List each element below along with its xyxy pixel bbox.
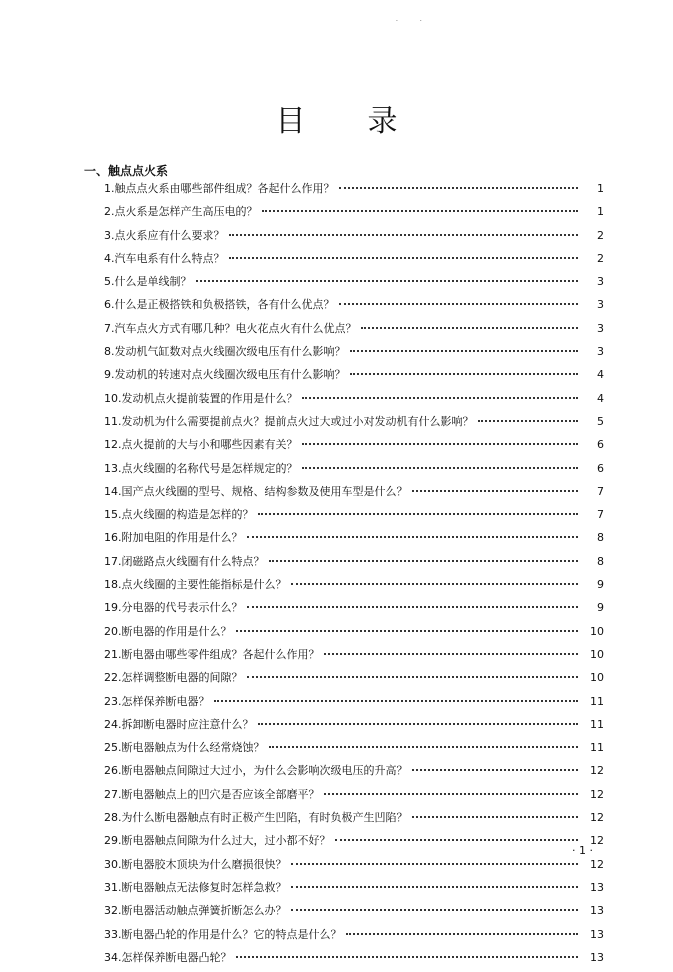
toc-entry-title: 点火线圈的构造是怎样的？ xyxy=(121,508,254,522)
toc-entry[interactable] xyxy=(104,529,604,552)
toc-entry-number: 18. xyxy=(104,578,122,592)
toc-entry-title: 断电器触点上的凹穴是否应该全部磨平？ xyxy=(121,787,320,801)
toc-entry-number: 20. xyxy=(104,624,122,638)
toc-entry-page: 11 xyxy=(590,741,604,755)
toc-entry-number: 1. xyxy=(104,182,115,195)
dot-leader xyxy=(412,816,579,818)
toc-entry[interactable] xyxy=(104,413,604,436)
toc-entry-number: 6. xyxy=(104,298,115,312)
toc-entry-page: 9 xyxy=(597,578,604,592)
section-heading: 一、触点点火系 xyxy=(84,164,169,178)
dot-leader xyxy=(214,700,579,702)
dot-leader xyxy=(335,839,579,841)
toc-entry-page: 12 xyxy=(590,857,604,871)
toc-entry-number: 24. xyxy=(104,717,122,731)
toc-entry-number: 12. xyxy=(104,438,122,452)
toc-entry-page: 4 xyxy=(597,368,604,382)
toc-entry-title: 点火线圈的主要性能指标是什么？ xyxy=(121,578,287,592)
toc-entry-page: 8 xyxy=(597,531,604,545)
dot-leader xyxy=(236,956,579,958)
toc-entry-page: 12 xyxy=(590,834,604,848)
toc-entry-page: 3 xyxy=(597,275,604,289)
toc-entry-page: 4 xyxy=(597,391,604,405)
toc-entry[interactable] xyxy=(104,809,604,832)
dot-leader xyxy=(324,653,579,655)
toc-entry-page: 3 xyxy=(597,298,604,312)
toc-entry-number: 19. xyxy=(104,601,122,615)
toc-entry-page: 11 xyxy=(590,717,604,731)
toc-entry[interactable] xyxy=(104,949,604,972)
toc-entry[interactable] xyxy=(104,366,604,389)
toc-entry-page: 2 xyxy=(597,228,604,242)
toc-entry-title: 发动机气缸数对点火线圈次级电压有什么影响？ xyxy=(114,345,346,359)
toc-entry-title: 汽车点火方式有哪几种？电火花点火有什么优点？ xyxy=(114,321,357,335)
toc-entry-number: 26. xyxy=(104,764,122,778)
toc-entry-title: 分电器的代号表示什么？ xyxy=(121,601,243,615)
toc-entry[interactable] xyxy=(104,599,604,622)
toc-entry-page: 9 xyxy=(597,601,604,615)
toc-entry[interactable] xyxy=(104,693,604,716)
toc-entry-page: 10 xyxy=(590,671,604,685)
table-of-contents xyxy=(104,180,604,972)
dot-leader xyxy=(269,746,579,748)
dot-leader xyxy=(361,327,579,329)
dot-leader xyxy=(258,723,579,725)
toc-entry-number: 29. xyxy=(104,834,122,848)
toc-entry-page: 12 xyxy=(590,787,604,801)
toc-entry-number: 23. xyxy=(104,694,122,708)
toc-entry-number: 22. xyxy=(104,671,122,685)
dot-leader xyxy=(258,513,579,515)
toc-entry-title: 断电器凸轮的作用是什么？它的特点是什么？ xyxy=(121,927,342,941)
dot-leader xyxy=(324,793,579,795)
toc-entry-title: 断电器的作用是什么？ xyxy=(121,624,232,638)
toc-entry[interactable] xyxy=(104,320,604,343)
toc-entry-page: 13 xyxy=(590,927,604,941)
top-mark: · · xyxy=(396,18,432,25)
toc-entry-number: 13. xyxy=(104,461,122,475)
toc-entry-number: 33. xyxy=(104,927,122,941)
toc-entry-title: 点火线圈的名称代号是怎样规定的？ xyxy=(121,461,298,475)
toc-entry-title: 断电器触点无法修复时怎样急救？ xyxy=(121,880,287,894)
toc-entry-number: 9. xyxy=(104,368,115,382)
toc-entry-title: 为什么断电器触点有时正极产生凹陷，有时负极产生凹陷？ xyxy=(121,811,408,825)
toc-entry-page: 7 xyxy=(597,508,604,522)
toc-entry[interactable] xyxy=(104,180,604,203)
toc-entry[interactable] xyxy=(104,669,604,692)
toc-entry-number: 11. xyxy=(104,414,122,428)
toc-entry-title: 发动机为什么需要提前点火？提前点火过大或过小对发动机有什么影响？ xyxy=(121,414,474,428)
toc-entry[interactable] xyxy=(104,716,604,739)
toc-entry-number: 15. xyxy=(104,508,122,522)
dot-leader xyxy=(291,909,579,911)
dot-leader xyxy=(291,863,579,865)
dot-leader xyxy=(339,303,579,305)
toc-entry[interactable] xyxy=(104,483,604,506)
dot-leader xyxy=(478,420,579,422)
dot-leader xyxy=(412,769,579,771)
toc-entry-page: 6 xyxy=(597,438,604,452)
dot-leader xyxy=(247,606,579,608)
toc-entry-number: 5. xyxy=(104,275,115,289)
toc-entry-page: 12 xyxy=(590,764,604,778)
toc-entry-page: 8 xyxy=(597,554,604,568)
toc-entry-title: 闭磁路点火线圈有什么特点？ xyxy=(121,554,265,568)
toc-entry-title: 断电器触点间隙为什么过大，过小都不好？ xyxy=(121,834,331,848)
toc-entry-number: 4. xyxy=(104,251,115,265)
page-number-footer: · 1 · xyxy=(572,844,593,857)
toc-entry[interactable] xyxy=(104,926,604,949)
toc-entry[interactable] xyxy=(104,343,604,366)
dot-leader xyxy=(291,886,579,888)
toc-entry[interactable] xyxy=(104,623,604,646)
toc-entry-title: 附加电阻的作用是什么？ xyxy=(121,531,243,545)
toc-entry[interactable] xyxy=(104,879,604,902)
toc-entry-title: 国产点火线圈的型号、规格、结构参数及使用车型是什么？ xyxy=(121,484,408,498)
toc-entry-page: 1 xyxy=(597,182,604,195)
toc-entry-title: 怎样保养断电器？ xyxy=(121,694,210,708)
toc-entry-page: 2 xyxy=(597,251,604,265)
toc-entry-number: 14. xyxy=(104,484,122,498)
dot-leader xyxy=(229,257,579,259)
toc-entry[interactable] xyxy=(104,273,604,296)
toc-entry-title: 断电器由哪些零件组成？各起什么作用？ xyxy=(121,647,320,661)
toc-entry-number: 30. xyxy=(104,857,122,871)
toc-entry[interactable] xyxy=(104,832,604,855)
toc-entry-number: 3. xyxy=(104,228,115,242)
toc-entry-title: 触点点火系由哪些部件组成？各起什么作用？ xyxy=(114,182,335,195)
toc-entry-title: 什么是正极搭铁和负极搭铁，各有什么优点？ xyxy=(114,298,335,312)
toc-entry[interactable] xyxy=(104,902,604,925)
toc-entry[interactable] xyxy=(104,506,604,529)
toc-entry-title: 怎样保养断电器凸轮？ xyxy=(121,950,232,964)
toc-entry-title: 点火系是怎样产生高压电的？ xyxy=(114,205,258,219)
dot-leader xyxy=(412,490,579,492)
dot-leader xyxy=(247,536,579,538)
dot-leader xyxy=(350,350,579,352)
toc-entry-number: 25. xyxy=(104,741,122,755)
dot-leader xyxy=(302,397,579,399)
toc-entry-title: 怎样调整断电器的间隙？ xyxy=(121,671,243,685)
toc-entry[interactable] xyxy=(104,856,604,879)
toc-entry-number: 17. xyxy=(104,554,122,568)
dot-leader xyxy=(262,210,579,212)
toc-entry-page: 11 xyxy=(590,694,604,708)
toc-entry-page: 13 xyxy=(590,880,604,894)
toc-entry-title: 发动机点火提前装置的作用是什么？ xyxy=(121,391,298,405)
dot-leader xyxy=(291,583,579,585)
toc-entry-page: 10 xyxy=(590,624,604,638)
toc-entry[interactable] xyxy=(104,203,604,226)
page-title: 目录 xyxy=(275,104,460,139)
toc-entry-title: 点火提前的大与小和哪些因素有关？ xyxy=(121,438,298,452)
toc-entry-page: 6 xyxy=(597,461,604,475)
toc-entry[interactable] xyxy=(104,227,604,250)
toc-entry-number: 10. xyxy=(104,391,122,405)
toc-entry-number: 21. xyxy=(104,647,122,661)
toc-entry-number: 34. xyxy=(104,950,122,964)
toc-entry-page: 13 xyxy=(590,950,604,964)
toc-entry[interactable] xyxy=(104,646,604,669)
toc-entry-title: 断电器触点间隙过大过小，为什么会影响次级电压的升高？ xyxy=(121,764,408,778)
toc-entry[interactable] xyxy=(104,460,604,483)
dot-leader xyxy=(302,443,579,445)
toc-entry[interactable] xyxy=(104,576,604,599)
toc-entry-page: 10 xyxy=(590,647,604,661)
toc-entry-title: 拆卸断电器时应注意什么？ xyxy=(121,717,254,731)
dot-leader xyxy=(302,467,579,469)
dot-leader xyxy=(339,187,579,189)
toc-entry-page: 5 xyxy=(597,414,604,428)
dot-leader xyxy=(236,630,579,632)
toc-entry-title: 什么是单线制？ xyxy=(114,275,192,289)
toc-entry-title: 断电器胶木顶块为什么磨损很快？ xyxy=(121,857,287,871)
dot-leader xyxy=(346,933,579,935)
toc-entry-title: 断电器活动触点弹簧折断怎么办？ xyxy=(121,904,287,918)
toc-entry-title: 点火系应有什么要求？ xyxy=(114,228,225,242)
toc-entry-number: 7. xyxy=(104,321,115,335)
dot-leader xyxy=(196,280,579,282)
toc-entry[interactable] xyxy=(104,436,604,459)
toc-entry-number: 31. xyxy=(104,880,122,894)
toc-entry-page: 1 xyxy=(597,205,604,219)
toc-entry[interactable] xyxy=(104,553,604,576)
dot-leader xyxy=(269,560,579,562)
toc-entry-number: 2. xyxy=(104,205,115,219)
toc-entry-title: 发动机的转速对点火线圈次级电压有什么影响？ xyxy=(114,368,346,382)
toc-entry-page: 12 xyxy=(590,811,604,825)
toc-entry-number: 32. xyxy=(104,904,122,918)
toc-entry-page: 3 xyxy=(597,345,604,359)
toc-entry[interactable] xyxy=(104,762,604,785)
toc-entry[interactable] xyxy=(104,739,604,762)
toc-entry-page: 7 xyxy=(597,484,604,498)
toc-entry[interactable] xyxy=(104,786,604,809)
toc-entry-title: 断电器触点为什么经常烧蚀？ xyxy=(121,741,265,755)
toc-entry-page: 13 xyxy=(590,904,604,918)
toc-entry[interactable] xyxy=(104,390,604,413)
toc-entry-number: 28. xyxy=(104,811,122,825)
toc-entry[interactable] xyxy=(104,250,604,273)
dot-leader xyxy=(350,373,579,375)
toc-entry-number: 27. xyxy=(104,787,122,801)
toc-entry-page: 3 xyxy=(597,321,604,335)
dot-leader xyxy=(247,676,579,678)
toc-entry[interactable] xyxy=(104,296,604,319)
toc-entry-title: 汽车电系有什么特点？ xyxy=(114,251,225,265)
dot-leader xyxy=(229,234,579,236)
toc-entry-number: 16. xyxy=(104,531,122,545)
toc-entry-number: 8. xyxy=(104,345,115,359)
